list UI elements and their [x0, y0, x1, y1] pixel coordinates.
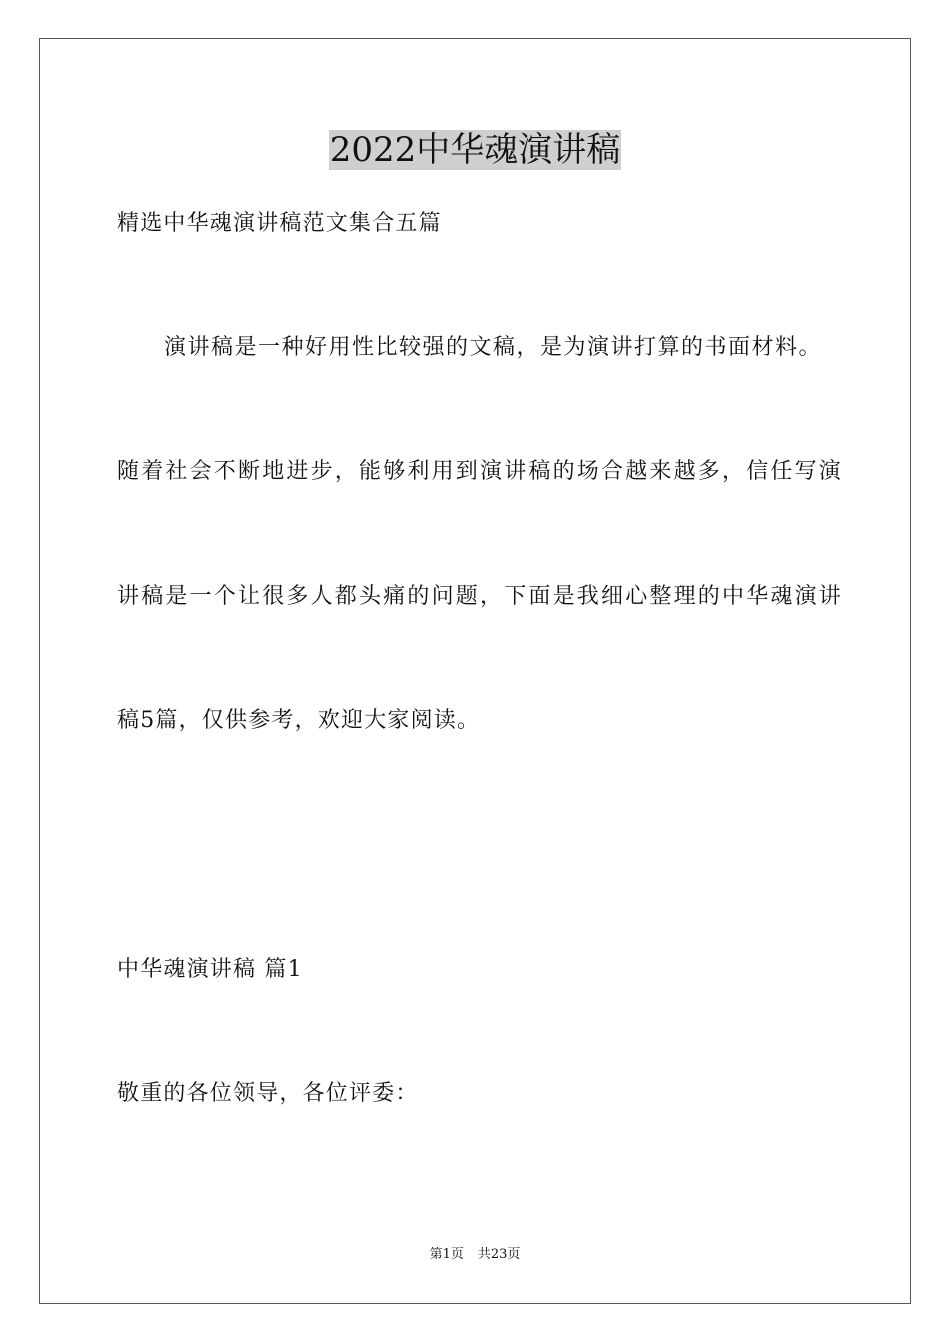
document-subtitle: 精选中华魂演讲稿范文集合五篇: [117, 211, 442, 236]
intro-line-2: 随着社会不断地进步，能够利用到演讲稿的场合越来越多，信任写演: [117, 459, 844, 484]
speech-greeting: 敬重的各位领导，各位评委：: [117, 1081, 419, 1106]
document-title-text: 2022中华魂演讲稿: [329, 130, 621, 170]
intro-line-3: 讲稿是一个让很多人都头痛的问题，下面是我细心整理的中华魂演讲: [117, 584, 844, 609]
page-number: 第1页: [429, 1247, 464, 1262]
document-title: [0, 126, 950, 174]
page-total: 共23页: [477, 1247, 521, 1262]
section-heading: 中华魂演讲稿 篇1: [117, 957, 303, 982]
intro-line-1: 演讲稿是一种好用性比较强的文稿，是为演讲打算的书面材料。: [164, 335, 823, 360]
intro-line-4: 稿5篇，仅供参考，欢迎大家阅读。: [117, 708, 481, 733]
page-footer: [0, 1246, 950, 1264]
